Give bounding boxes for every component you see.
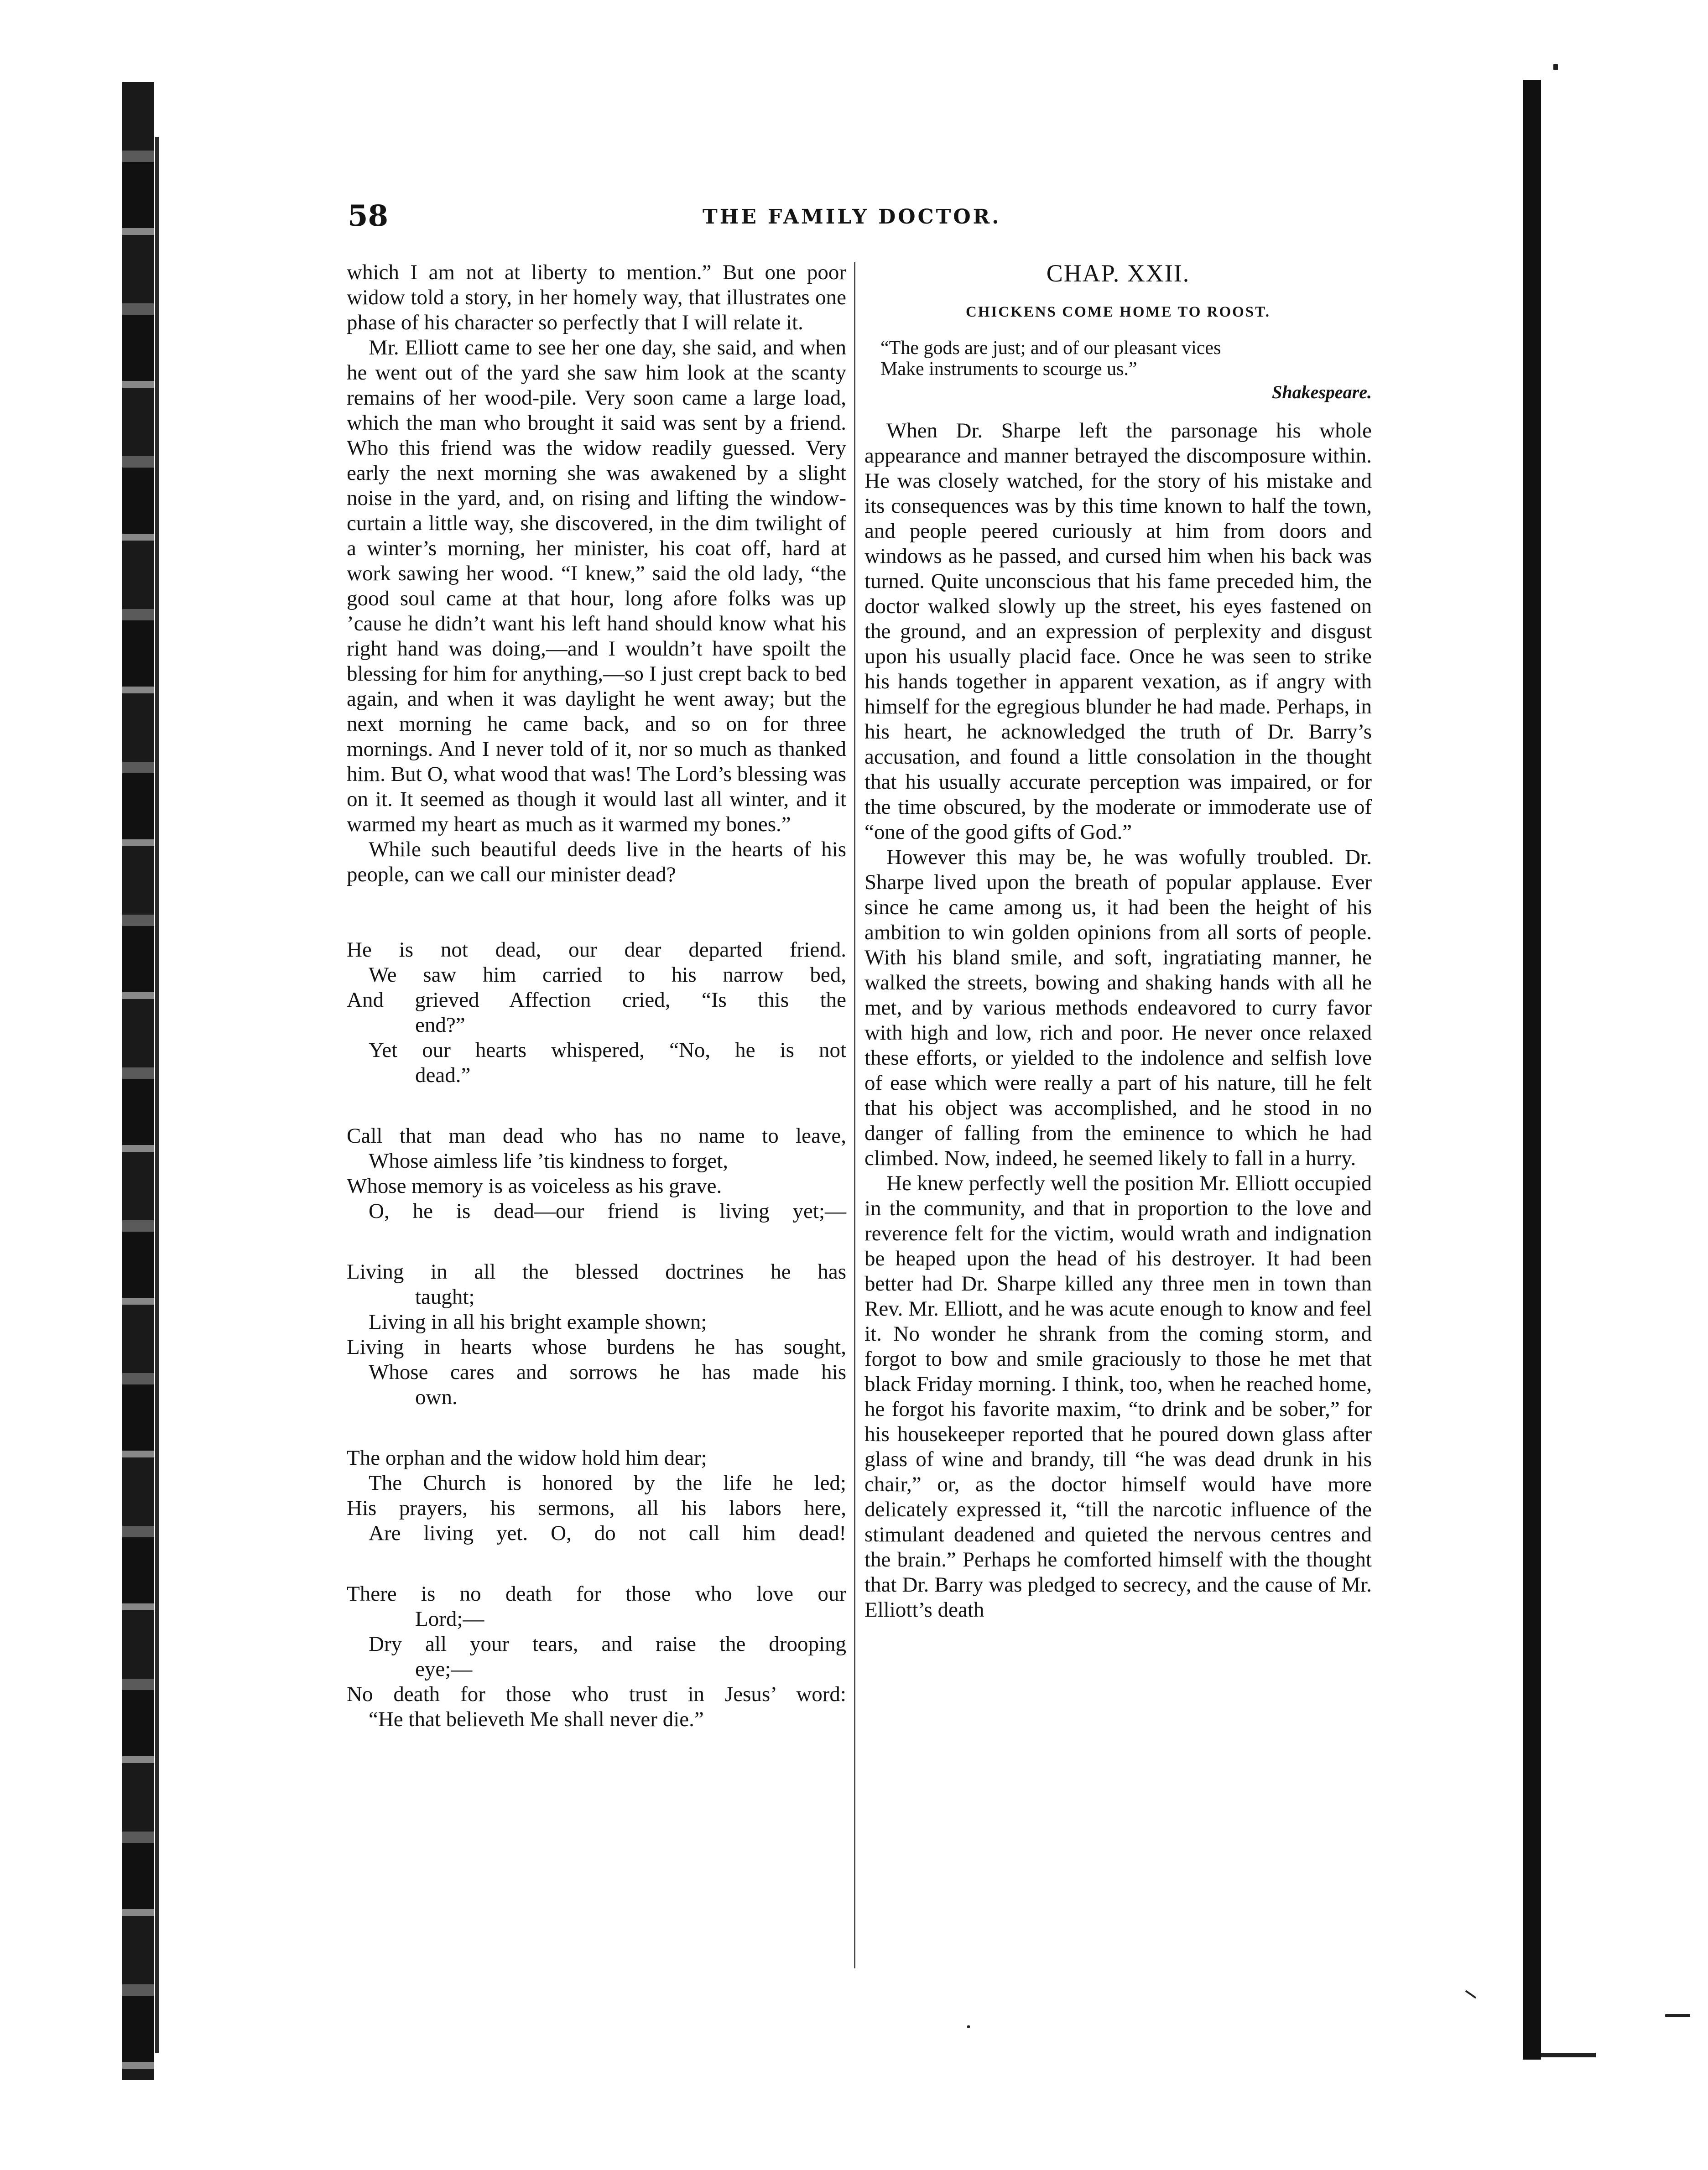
poem-stanza [347,1259,846,1410]
poem-line: dead.” [415,1063,471,1087]
paragraph: While such beautiful deeds live in the hearts of his people, can we call our minister dead? [347,838,846,886]
poem [347,937,846,1732]
poem-line: O, he is dead—our friend is living yet;— [369,1199,846,1223]
scan-edge-left-inner [155,137,159,2053]
paragraph: Mr. Elliott came to see her one day, she said, and when he went out of the yard she saw him look at the scanty remains of her wood-pile. Very soon came a large load, which the man who brought it said was sent by a friend. Who this friend was the widow readily guessed. Very early the next morning she was awakened by a slight noise in the yard, and, on rising and lifting the window-curtain a little way, she discovered, in the dim twilight of a winter’s morning, her minister, his coat off, hard at work sawing her wood. “I knew,” said the old lady, “the good soul came at that hour, long afore folks was up ’cause he didn’t want his left hand should know what his right hand was doing,—and I wouldn’t have spoilt the blessing for him for anything,—so I just crept back to bed again, and when it was daylight he went away; but the next morning he came back, and so on for three mornings. And I never told of it, nor so much as thanked him. But O, what wood that was! The Lord’s blessing was on it. It seemed as though it would last all winter, and it warmed my heart as much as it warmed my bones.” [347,336,846,836]
poem-line: Call that man dead who has no name to leave, [347,1124,846,1148]
poem-line: His prayers, his sermons, all his labors here, [347,1496,846,1520]
page-number: 58 [348,199,389,233]
poem-stanza [347,937,846,1088]
poem-line: No death for those who trust in Jesus’ word: [347,1682,846,1706]
poem-line: Dry all your tears, and raise the drooping [369,1632,846,1656]
scan-speck [1553,64,1558,70]
epigraph-line: “The gods are just; and of our pleasant vices [880,338,1221,359]
paragraph: which I am not at liberty to mention.” But one poor widow told a story, in her homely way, that illustrates one phase of his character so perfectly that I will relate it. [347,260,846,334]
epigraph-line: Make instruments to scourge us.” [880,359,1137,380]
chapter-heading: CHAP. XXII. [1046,260,1190,287]
right-column [864,260,1372,1623]
paragraph: However this may be, he was wofully troubled. Dr. Sharpe lived upon the breath of popular applause. Ever since he came among us, it had been the height of his ambition to win golden opinions from all sorts of people. With his bland smile, and soft, ingratiating manner, he walked the streets, bowing and shaking hands with all he met, and by various methods endeavored to curry favor with high and low, rich and poor. He never once relaxed these efforts, or yielded to the indolence and selfish love of ease which were really a part of his nature, till he felt that his object was accomplished, and he stood in no danger of falling from the eminence to which he had climbed. Now, indeed, he seemed likely to fall in a hurry. [864,845,1372,1170]
scan-edge-left [122,82,154,2080]
poem-line: Living in hearts whose burdens he has sought, [347,1335,846,1359]
poem-line: end?” [415,1013,465,1037]
poem-line: Are living yet. O, do not call him dead! [369,1521,846,1545]
scan-speck [1665,2014,1690,2017]
epigraph-attribution: Shakespeare. [1272,382,1372,402]
column-rule [854,262,855,1968]
scan-speck [967,2025,970,2028]
running-head: THE FAMILY DOCTOR. [703,205,1001,229]
paragraph: He knew perfectly well the position Mr. Elliott occupied in the community, and that in proportion to the love and reverence felt for the victim, would wrath and indignation be heaped upon the head of his destroyer. It had been better had Dr. Sharpe killed any three men in town than Rev. Mr. Elliott, and he was acute enough to know and feel it. No wonder he shrank from the coming storm, and forgot to bow and smile graciously to those he met that black Friday morning. I think, too, when he reached home, he forgot his favorite maxim, “to drink and be sober,” for his housekeeper reported that he poured down glass after glass of wine and brandy, till “he was dead drunk in his chair,” or, as the doctor himself would have more delicately expressed it, “till the narcotic influence of the stimulant deadened and quieted the nervous centres and the brain.” Perhaps he comforted himself with the thought that Dr. Barry was pledged to secrecy, and the cause of Mr. Elliott’s death [864,1171,1372,1622]
poem-stanza [347,1124,846,1224]
poem-line: Whose aimless life ’tis kindness to forget, [369,1149,729,1173]
poem-line: He is not dead, our dear departed friend. [347,938,846,962]
poem-line: Living in all his bright example shown; [369,1310,707,1334]
scan-speck [1465,1990,1476,1998]
poem-line: Living in all the blessed doctrines he has [347,1260,846,1284]
poem-line: There is no death for those who love our [347,1582,846,1606]
left-column [347,260,846,1732]
poem-line: “He that believeth Me shall never die.” [369,1707,704,1731]
poem-line: own. [415,1385,458,1409]
paragraph: When Dr. Sharpe left the parsonage his whole appearance and manner betrayed the discomposure within. He was closely watched, for the story of his mistake and its consequences was by this time known to half the town, and people peered curiously at him from doors and windows as he passed, and cursed him when his back was turned. Quite unconscious that his fame preceded him, the doctor walked slowly up the street, his eyes fastened on the ground, and an expression of perplexity and disgust upon his usually placid face. Once he was seen to strike his hands together in apparent vexation, as if angry with himself for the egregious blunder he had made. Perhaps, in his heart, he acknowledged the truth of Dr. Barry’s accusation, and found a little consolation in the thought that his usually accurate perception was impaired, or for the time obscured, by the moderate or immoderate use of “one of the good gifts of God.” [864,419,1372,844]
poem-stanza [347,1446,846,1546]
scan-edge-right-base [1541,2053,1596,2057]
chapter-title: CHICKENS COME HOME TO ROOST. [965,304,1271,320]
poem-line: We saw him carried to his narrow bed, [369,963,846,987]
poem-line: The Church is honored by the life he led; [369,1471,846,1495]
poem-line: eye;— [415,1657,473,1681]
scan-edge-right [1523,80,1541,2060]
epigraph [864,338,1372,380]
poem-stanza [347,1582,846,1732]
poem-line: Whose cares and sorrows he has made his [369,1360,846,1384]
poem-line: taught; [415,1285,475,1309]
poem-line: And grieved Affection cried, “Is this the [347,988,846,1012]
poem-line: Yet our hearts whispered, “No, he is not [369,1038,846,1062]
poem-line: Whose memory is as voiceless as his grave. [347,1174,722,1198]
poem-line: Lord;— [415,1607,484,1631]
poem-line: The orphan and the widow hold him dear; [347,1446,707,1470]
